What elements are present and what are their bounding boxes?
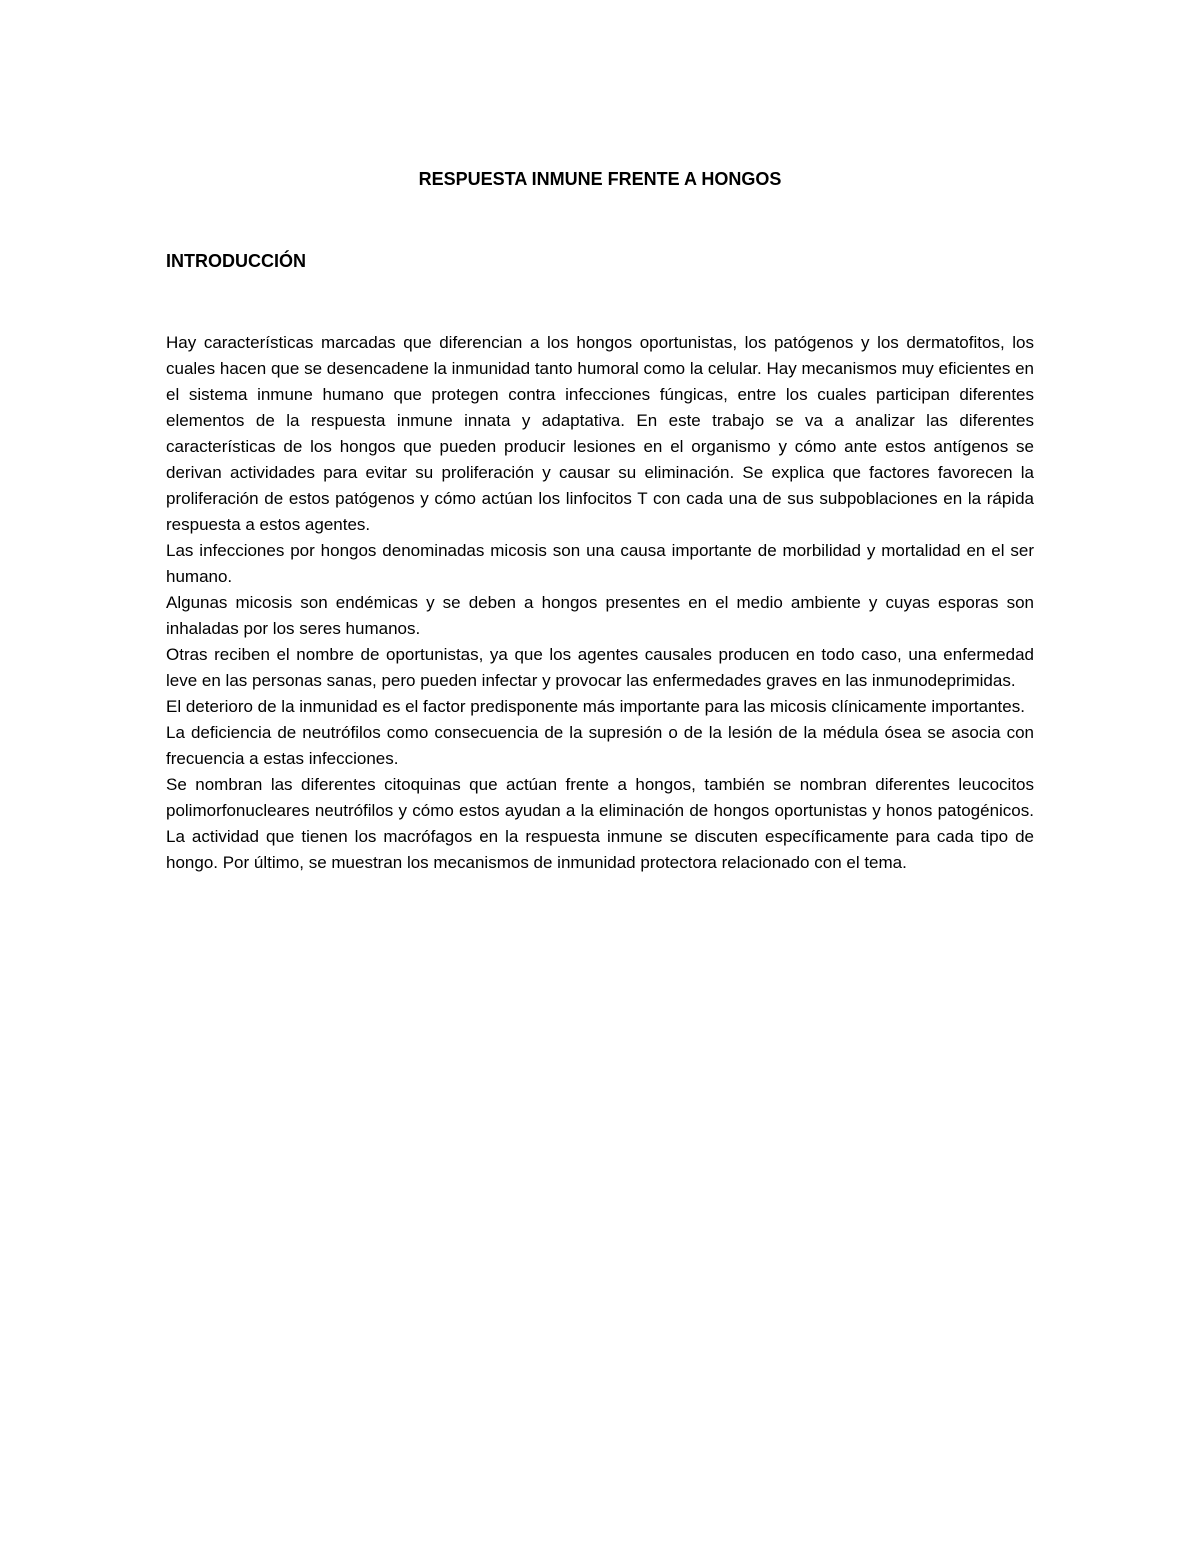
paragraph: La deficiencia de neutrófilos como consecuencia de la supresión o de la lesión de la médula ósea se asocia con frecuencia a estas infecciones.	[166, 723, 1034, 768]
paragraph: Algunas micosis son endémicas y se deben a hongos presentes en el medio ambiente y cuyas esporas son inhaladas por los seres humanos.	[166, 593, 1034, 638]
paragraph: Otras reciben el nombre de oportunistas, ya que los agentes causales producen en todo caso, una enfermedad leve en las personas sanas, pero pueden infectar y provocar las enfermedades graves en las inmunodeprimidas.	[166, 645, 1034, 690]
document-page	[166, 166, 1034, 876]
paragraph: Las infecciones por hongos denominadas micosis son una causa importante de morbilidad y mortalidad en el ser humano.	[166, 541, 1034, 586]
body-text	[166, 330, 1034, 876]
section-heading-introduccion: INTRODUCCIÓN	[166, 251, 306, 271]
paragraph: El deterioro de la inmunidad es el factor predisponente más importante para las micosis clínicamente importantes.	[166, 697, 1025, 716]
paragraph: Hay características marcadas que diferencian a los hongos oportunistas, los patógenos y los dermatofitos, los cuales hacen que se desencadene la inmunidad tanto humoral como la celular. Hay mecanismos muy eficientes en el sistema inmune humano que protegen contra infecciones fúngicas, entre los cuales participan diferentes elementos de la respuesta inmune innata y adaptativa. En este trabajo se va a analizar las diferentes características de los hongos que pueden producir lesiones en el organismo y cómo ante estos antígenos se derivan actividades para evitar su proliferación y causar su eliminación. Se explica que factores favorecen la proliferación de estos patógenos y cómo actúan los linfocitos T con cada una de sus subpoblaciones en la rápida respuesta a estos agentes.	[166, 333, 1034, 534]
document-title: RESPUESTA INMUNE FRENTE A HONGOS	[418, 169, 782, 189]
paragraph: Se nombran las diferentes citoquinas que actúan frente a hongos, también se nombran diferentes leucocitos polimorfonucleares neutrófilos y cómo estos ayudan a la eliminación de hongos oportunistas y honos patogénicos. La actividad que tienen los macrófagos en la respuesta inmune se discuten específicamente para cada tipo de hongo. Por último, se muestran los mecanismos de inmunidad protectora relacionado con el tema.	[166, 775, 1034, 872]
